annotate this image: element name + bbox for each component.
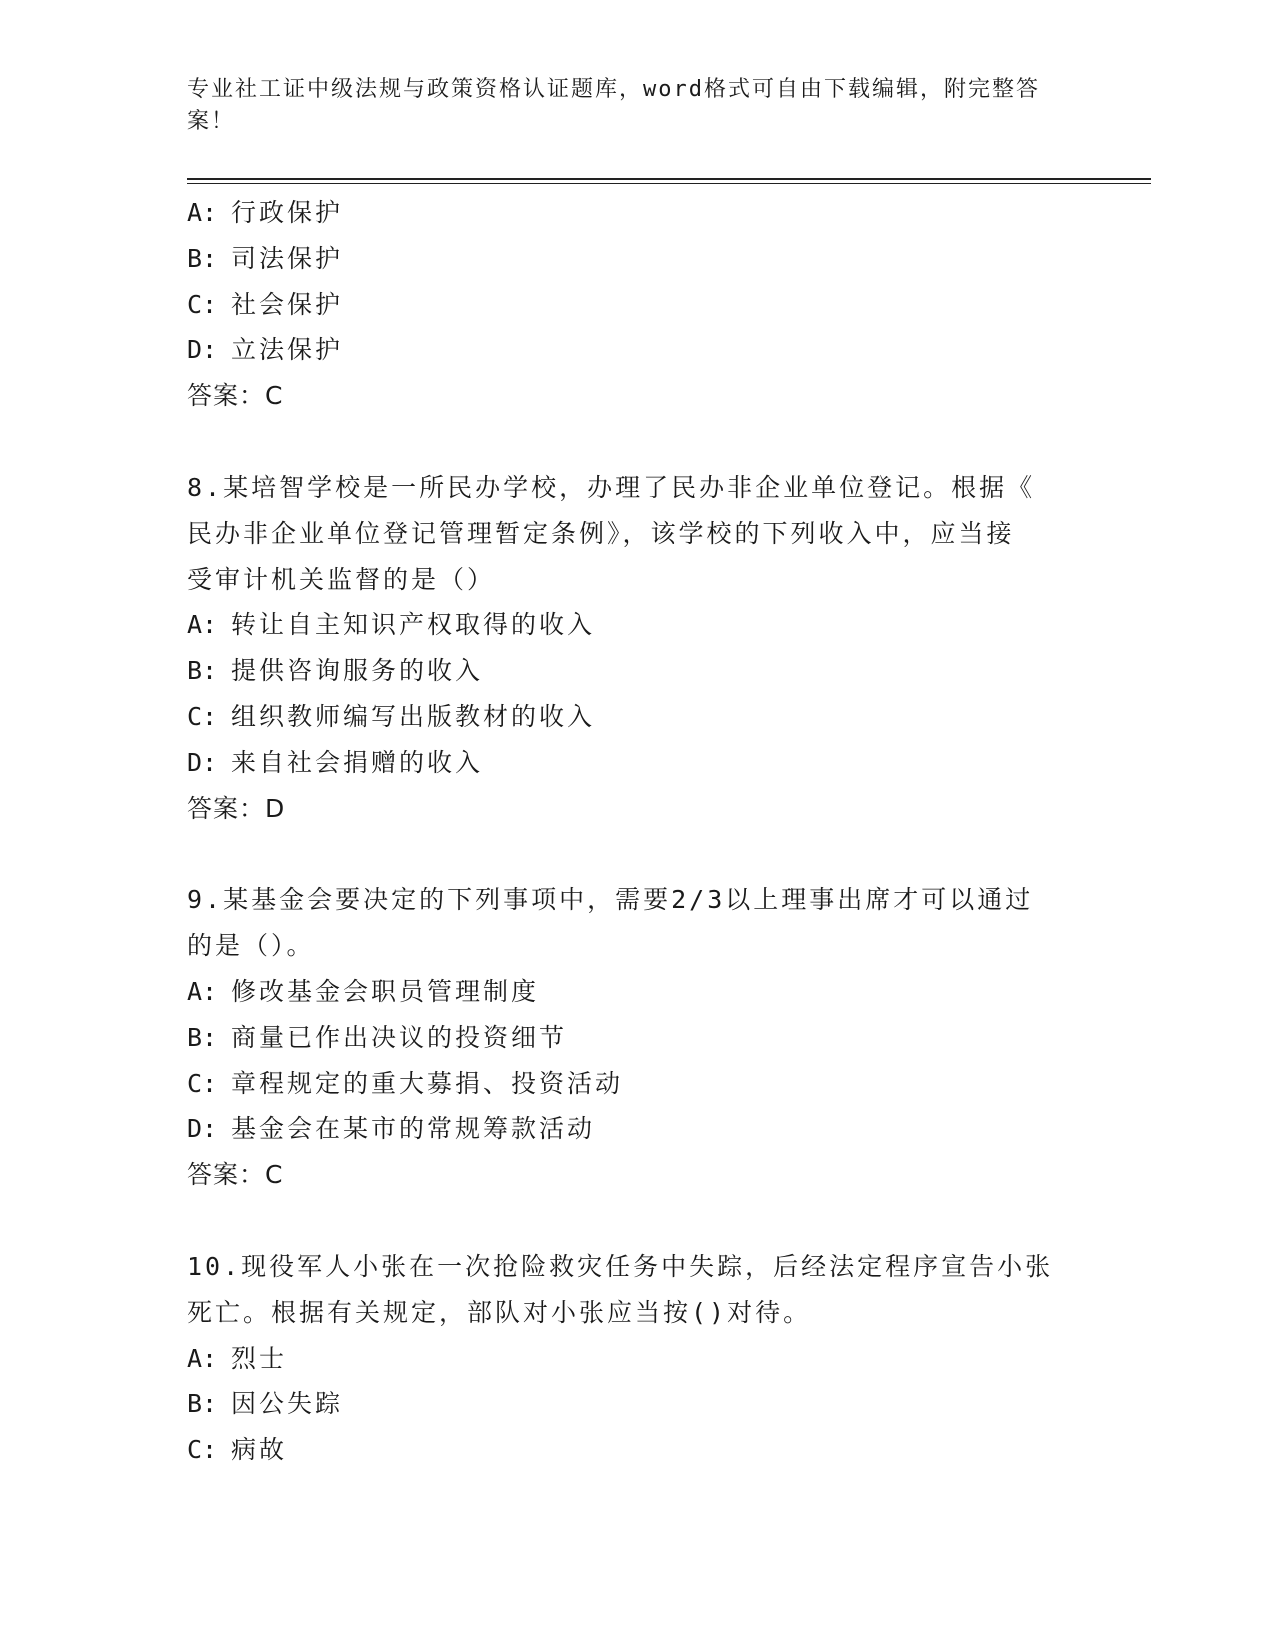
option-text: 烈士 [231,1343,288,1373]
question-stem [187,877,1087,969]
option-key: A: [187,976,218,1006]
header-title-line-1: 专业社工证中级法规与政策资格认证题库，word格式可自由下载编辑，附完整答 [187,77,1040,102]
option-c [187,282,1087,328]
answer-line: 答案：C [187,1160,284,1190]
option-d [187,1106,1087,1152]
option-b [187,1381,1087,1427]
option-c [187,1061,1087,1107]
option-key: C: [187,1435,218,1465]
option-text: 行政保护 [231,198,344,227]
stem-line: 受审计机关监督的是（） [187,564,496,594]
stem-line: 死亡。根据有关规定，部队对小张应当按()对待。 [187,1297,812,1327]
option-b [187,236,1087,282]
option-text: 基金会在某市的常规筹款活动 [231,1114,596,1144]
option-d [187,327,1087,373]
option-a [187,969,1087,1015]
stem-line: 10.现役军人小张在一次抢险救灾任务中失踪，后经法定程序宣告小张 [187,1251,1054,1281]
option-key: B: [187,243,218,273]
spacer [187,419,1087,465]
answer-line: 答案：C [187,381,284,411]
spacer [187,831,1087,877]
stem-line: 民办非企业单位登记管理暂定条例》，该学校的下列收入中，应当接 [187,518,1015,548]
question-stem [187,1244,1087,1336]
option-b [187,648,1087,694]
option-text: 转让自主知识产权取得的收入 [231,610,596,640]
option-key: C: [187,1068,218,1098]
stem-line: 的是（）。 [187,931,315,961]
option-key: A: [187,1343,218,1373]
header-divider-thin [187,183,1151,184]
option-text: 司法保护 [231,243,344,273]
header-divider-thick [187,178,1151,180]
option-text: 来自社会捐赠的收入 [231,747,484,777]
option-key: B: [187,656,218,686]
option-key: C: [187,289,218,319]
option-a [187,190,1087,236]
option-text: 立法保护 [231,335,344,365]
option-key: C: [187,701,218,731]
option-text: 商量已作出决议的投资细节 [231,1022,568,1052]
stem-line: 9.某基金会要决定的下列事项中，需要2/3以上理事出席才可以通过 [187,885,1034,915]
question-continued [187,190,1087,419]
option-key: D: [187,1114,218,1144]
option-text: 提供咨询服务的收入 [231,656,484,686]
question-list [187,190,1087,1473]
document-header [187,74,1067,138]
header-title-line-2: 案！ [187,109,236,134]
option-key: B: [187,1022,218,1052]
question-stem [187,465,1087,602]
option-c [187,694,1087,740]
option-key: B: [187,1389,218,1419]
option-text: 章程规定的重大募捐、投资活动 [231,1068,624,1098]
option-text: 病故 [231,1435,288,1465]
question-9 [187,877,1087,1198]
option-text: 因公失踪 [231,1389,344,1419]
question-8 [187,465,1087,831]
option-key: A: [187,610,218,640]
option-c [187,1427,1087,1473]
option-text: 修改基金会职员管理制度 [231,976,540,1006]
option-key: A: [187,198,218,227]
stem-line: 8.某培智学校是一所民办学校，办理了民办非企业单位登记。根据《 [187,472,1036,502]
option-a [187,1336,1087,1382]
option-key: D: [187,335,218,365]
answer-line: 答案：D [187,793,286,823]
option-b [187,1015,1087,1061]
option-a [187,602,1087,648]
option-key: D: [187,747,218,777]
question-10 [187,1244,1087,1473]
option-d [187,740,1087,786]
option-text: 社会保护 [231,289,344,319]
option-text: 组织教师编写出版教材的收入 [231,701,596,731]
spacer [187,1198,1087,1244]
